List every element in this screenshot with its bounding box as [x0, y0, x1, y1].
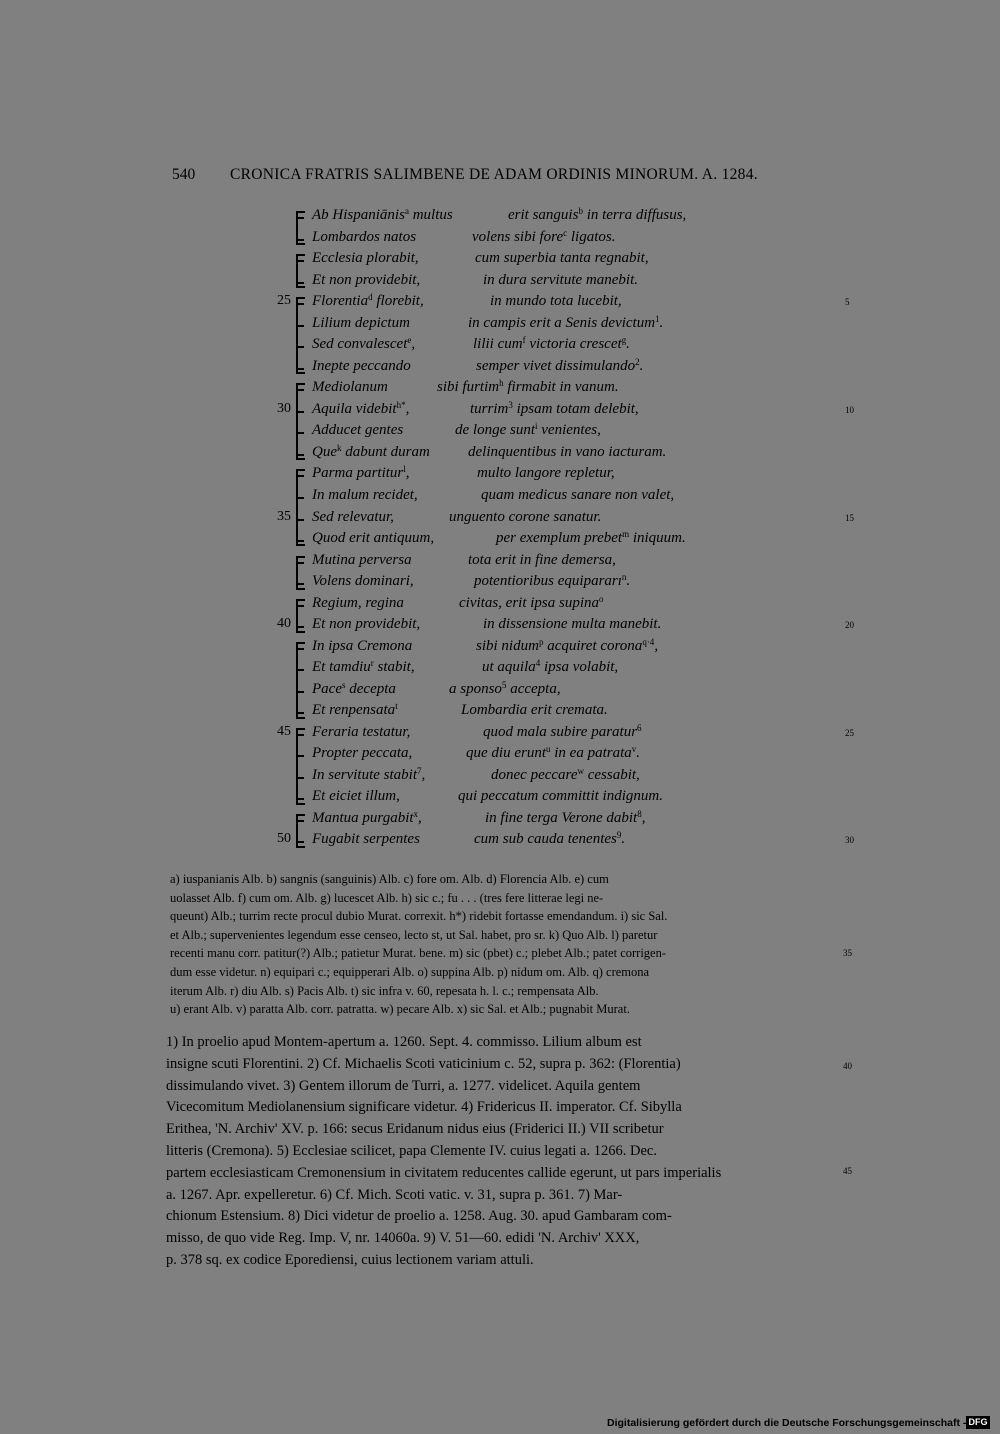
verse-line	[0, 336, 1000, 358]
note-mark: 8	[637, 809, 642, 819]
margin-line-number: 40	[843, 1061, 852, 1071]
verse-second-half: potentioribus equipararı$^n$.	[474, 572, 631, 589]
apparatus-mark: d	[368, 292, 373, 302]
verse-first-half: Et non providebit,	[312, 272, 421, 288]
verse-second-half: in dura servitute manebit.	[483, 272, 638, 288]
note-mark: f	[522, 335, 526, 345]
verse-second-half: multo langore repletur,	[477, 465, 615, 481]
footnote-line: litteris (Cremona). 5) Ecclesiae scilicet, papa Clemente IV. cuius legati a. 1266. Dec.	[166, 1142, 657, 1159]
note-mark: m	[622, 529, 630, 539]
verse-first-half: Ab Hispaniānis$^a$ multus	[312, 206, 453, 223]
dfg-logo: DFG	[966, 1416, 990, 1429]
verse-line	[0, 444, 1000, 466]
note-mark: p	[538, 637, 544, 647]
verse-second-half: civitas, erit ipsa supina$^o$	[459, 594, 604, 611]
verse-line	[0, 358, 1000, 380]
verse-first-half: Et non providebit,	[312, 616, 421, 632]
verse-number: 25	[277, 293, 291, 308]
verse-number: 35	[277, 509, 291, 524]
note-mark: 2	[635, 357, 640, 367]
footnotes	[166, 1032, 838, 1272]
verse-first-half: Fugabit serpentes	[312, 831, 420, 847]
verse-first-half: Et tamdiu$^r$ stabit,	[312, 658, 415, 675]
verse-second-half: in campis erit a Senis devictum$^1$.	[468, 314, 664, 331]
verse-second-half: quod mala subire paratur$^6$	[483, 723, 642, 740]
verse-first-half: Mantua purgabit$^x$,	[312, 809, 422, 826]
note-mark: b	[578, 206, 583, 216]
verse-line	[0, 509, 1000, 531]
verse-second-half: tota erit in fine demersa,	[468, 552, 616, 568]
verse-line	[0, 293, 1000, 315]
verse-first-half: Aquila videbit$^{h*}$,	[312, 400, 410, 417]
verse-second-half: que diu erunt$^u$ in ea patrata$^v$.	[466, 744, 640, 761]
note-mark: 4	[535, 658, 541, 668]
apparatus-mark: t	[395, 701, 398, 711]
note-mark: w	[577, 766, 584, 776]
apparatus-mark: s	[341, 680, 346, 690]
note-mark: 1	[655, 314, 660, 324]
verse-first-half: Quod erit antiquum,	[312, 530, 435, 546]
footnote-line: insigne scuti Florentini. 2) Cf. Michaelis Scoti vaticinium c. 52, supra p. 362: (Florentia)	[166, 1055, 681, 1072]
verse-line	[0, 767, 1000, 789]
verse-second-half: a sponso$^5$ accepta,	[449, 680, 561, 697]
note-mark: u	[546, 744, 551, 754]
verse-line	[0, 788, 1000, 810]
verse-first-half: Lombardos natos	[312, 229, 417, 245]
footnote-line: a. 1267. Apr. expelleretur. 6) Cf. Mich. Scoti vatic. v. 31, supra p. 361. 7) Mar-	[166, 1186, 623, 1203]
verse-line	[0, 810, 1000, 832]
verse-line	[0, 745, 1000, 767]
margin-line-number: 15	[845, 513, 854, 523]
verse-second-half: sibi nidum$^p$ acquiret corona$^{q\cdot 4}$,	[476, 637, 659, 654]
verse-second-half: donec peccare$^w$ cessabit,	[491, 766, 640, 783]
footnote-line: 1) In proelio apud Montem-apertum a. 1260. Sept. 4. commisso. Lilium album est	[166, 1034, 642, 1050]
note-mark: i	[535, 421, 538, 431]
verse-first-half: Regium, regina	[312, 595, 404, 611]
verse-first-half: Inepte peccando	[312, 358, 411, 374]
verse-first-half: Et renpensata$^t$	[312, 701, 398, 718]
verse-line	[0, 702, 1000, 724]
verse-number: 40	[277, 616, 291, 631]
footnote-line: dissimulando vivet. 3) Gentem illorum de Turri, a. 1277. videlicet. Aquila gentem	[166, 1077, 641, 1094]
verse-line	[0, 724, 1000, 746]
apparatus-line: u) erant Alb. v) paratta Alb. corr. patratta. w) pecare Alb. x) sic Sal. et Alb.; pugnabit Murat.	[170, 1002, 630, 1017]
verse-line	[0, 552, 1000, 574]
verse-second-half: in mundo tota lucebit,	[490, 293, 622, 309]
verse-line	[0, 573, 1000, 595]
verse-first-half: Lilium depictum	[312, 315, 410, 331]
margin-line-number: 30	[845, 835, 854, 845]
verse-second-half: volens sibi fore$^c$ ligatos.	[472, 228, 616, 245]
verse-first-half: In servitute stabit$^7$,	[312, 766, 426, 783]
verse-second-half: turrim$^3$ ipsam totam delebit,	[470, 400, 639, 417]
verse-first-half: Que$^k$ dabunt duram	[312, 443, 430, 460]
apparatus-mark: l	[403, 464, 406, 474]
apparatus-line: a) iuspanianis Alb. b) sangnis (sanguinis) Alb. c) fore om. Alb. d) Florencia Alb. e) cum	[170, 872, 609, 886]
verse-first-half: Mediolanum	[312, 379, 388, 395]
verse-first-half: Volens dominari,	[312, 573, 414, 589]
footnote-line: partem ecclesiasticam Cremonensium in civitatem reducentes callide egerunt, ut pars imperialis	[166, 1164, 722, 1181]
verse-second-half: semper vivet dissimulando$^2$.	[476, 357, 644, 374]
margin-line-number: 10	[845, 405, 854, 415]
verse-line	[0, 487, 1000, 509]
verse-line	[0, 616, 1000, 638]
verse-line	[0, 595, 1000, 617]
note-mark: 9	[616, 830, 622, 840]
verse-first-half: Florentia$^d$ florebit,	[312, 292, 424, 309]
margin-line-number: 5	[845, 297, 850, 307]
verse-number: 45	[277, 724, 291, 739]
verse-second-half: Lombardia erit cremata.	[461, 702, 608, 718]
apparatus-line: iterum Alb. r) diu Alb. s) Pacis Alb. t) sic infra v. 60, repesata h. l. c.; rempensata Alb.	[170, 983, 599, 998]
margin-line-number: 45	[843, 1166, 852, 1176]
verse-second-half: cum superbia tanta regnabit,	[475, 250, 649, 266]
verse-second-half: in fine terga Verone dabit$^8$,	[485, 809, 646, 826]
verse-first-half: Pace$^s$ decepta	[312, 680, 396, 697]
verse-line	[0, 422, 1000, 444]
margin-line-number: 20	[845, 620, 854, 630]
verse-second-half: in dissensione multa manebit.	[483, 616, 662, 632]
verse-second-half: lilii cum$^f$ victoria crescet$^g$.	[473, 335, 630, 352]
apparatus-mark: 7	[417, 766, 422, 776]
verse-first-half: Et eiciet illum,	[312, 788, 400, 804]
note-mark: h	[499, 378, 504, 388]
apparatus-mark: x	[413, 809, 419, 819]
apparatus-line: uolasset Alb. f) cum om. Alb. g) lucescet Alb. h) sic c.; fu . . . (tres fere litterae legi ne-	[170, 890, 604, 905]
verse-first-half: Sed relevatur,	[312, 509, 394, 525]
apparatus-mark: g	[621, 335, 627, 345]
verse-second-half: de longe sunt$^i$ venientes,	[455, 421, 601, 438]
footnote-line: misso, de quo vide Reg. Imp. V, nr. 14060a. 9) V. 51—60. edidi 'N. Archiv' XXX,	[166, 1230, 640, 1247]
verse-second-half: delinquentibus in vano iacturam.	[468, 444, 667, 460]
verse-line	[0, 638, 1000, 660]
verse-second-half: sibi furtim$^h$ firmabit in vanum.	[437, 378, 619, 395]
verse-second-half: quam medicus sanare non valet,	[481, 487, 675, 503]
verse-second-half: qui peccatum committit indignum.	[458, 788, 663, 804]
apparatus-mark: a	[404, 206, 409, 216]
verse-number: 50	[277, 831, 291, 846]
verse-first-half: In ipsa Cremona	[312, 638, 413, 654]
verse-second-half: cum sub cauda tenentes$^9$.	[474, 830, 626, 847]
verse-line	[0, 250, 1000, 272]
verse-line	[0, 831, 1000, 853]
footnote-line: p. 378 sq. ex codice Eporediensi, cuius lectionem variam attuli.	[166, 1251, 534, 1268]
apparatus-mark: h*	[396, 400, 406, 410]
apparatus-mark: v	[631, 744, 637, 754]
verse-first-half: Ecclesia plorabit,	[312, 250, 419, 266]
funding-banner: Digitalisierung gefördert durch die Deutsche Forschungsgemeinschaft -	[607, 1417, 967, 1429]
apparatus-mark: r	[370, 658, 374, 668]
verse-first-half: Propter peccata,	[312, 745, 413, 761]
verse-line	[0, 681, 1000, 703]
apparatus-line: et Alb.; supervenientes legendum esse censeo, lecto st, ut Sal. habet, pro sr. k) Quo Alb. l) paretur	[170, 927, 658, 942]
page-title: CRONICA FRATRIS SALIMBENE DE ADAM ORDINIS MINORUM. A. 1284.	[230, 166, 758, 183]
footnote-line: Vicecomitum Mediolanensium significare videtur. 4) Fridericus II. imperator. Cf. Sibylla	[166, 1099, 682, 1116]
apparatus-mark: q·4	[642, 637, 655, 647]
verse-line	[0, 229, 1000, 251]
verse-first-half: In malum recidet,	[312, 487, 418, 503]
note-mark: 5	[501, 680, 507, 690]
verse-line	[0, 465, 1000, 487]
verse-line	[0, 401, 1000, 423]
verse-first-half: Adducet gentes	[312, 422, 404, 438]
verse-line	[0, 207, 1000, 229]
verse-second-half: per exemplum prebet$^m$ iniquum.	[496, 529, 686, 546]
apparatus-mark: e	[407, 335, 412, 345]
verse-first-half: Parma partitur$^l$,	[312, 464, 410, 481]
margin-line-number: 35	[843, 948, 852, 958]
note-mark: 3	[508, 400, 513, 410]
apparatus-line: recenti manu corr. patitur(?) Alb.; patietur Murat. bene. m) sic (pbet) c.; plebet Alb.; patet corrigen-	[170, 946, 667, 961]
verse-line	[0, 272, 1000, 294]
verse-number: 30	[277, 401, 291, 416]
critical-apparatus	[170, 870, 838, 1019]
note-mark: n	[621, 572, 627, 582]
note-mark: 6	[637, 723, 642, 733]
verse-second-half: erit sanguis$^b$ in terra diffusus,	[508, 206, 687, 223]
verse-first-half: Mutina perversa	[312, 552, 412, 568]
footnote-line: Erithea, 'N. Archiv' XV. p. 166: secus Eridanum nidus eius (Friderici II.) VII scribetur	[166, 1121, 664, 1138]
margin-line-number: 25	[845, 728, 854, 738]
apparatus-line: dum esse videtur. n) equipari c.; equipperari Alb. o) suppina Alb. p) nidum om. Alb. q) cremona	[170, 964, 650, 979]
verse-line	[0, 659, 1000, 681]
verse-second-half: unguento corone sanatur.	[449, 509, 602, 525]
verse-second-half: ut aquila$^4$ ipsa volabit,	[482, 658, 619, 675]
verse-first-half: Sed convalescet$^e$,	[312, 335, 416, 352]
note-mark: c	[563, 228, 568, 238]
footnote-line: chionum Estensium. 8) Dici videtur de proelio a. 1258. Aug. 30. apud Gambaram com-	[166, 1208, 672, 1225]
verse-line	[0, 315, 1000, 337]
verse-line	[0, 379, 1000, 401]
note-mark: o	[599, 594, 604, 604]
apparatus-mark: k	[337, 443, 342, 453]
page-number: 540	[172, 166, 196, 183]
verse-line	[0, 530, 1000, 552]
apparatus-line: queunt) Alb.; turrim recte procul dubio Murat. correxit. h*) ridebit fortasse emendandum. i) sic Sal.	[170, 909, 668, 924]
verse-first-half: Feraria testatur,	[312, 724, 411, 740]
